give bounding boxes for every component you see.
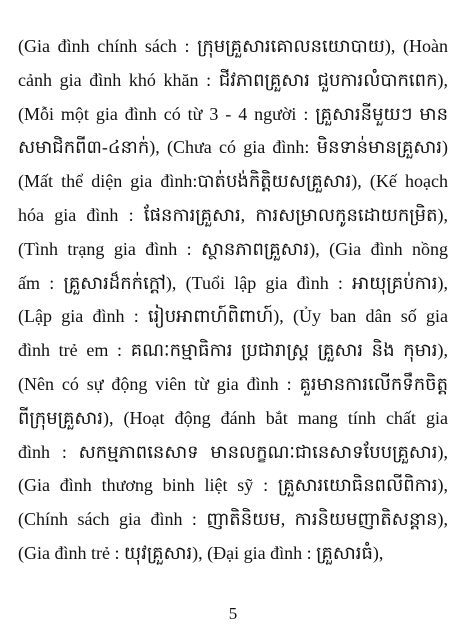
- glossary-text: [18, 30, 448, 571]
- text-line: đình : សកម្មភាពនេសាទ មានលក្ខណៈជានេសាទបែបគ្រួសារ),: [18, 441, 448, 462]
- text-line: cảnh gia đình khó khăn : ជីវភាពគ្រួសារ ជួបការលំបាកពេក),: [18, 69, 448, 90]
- text-line: (Mất thể diện gia đình:បាត់បង់កិត្តិយសគ្រួសារ), (Kế hoạch: [18, 171, 448, 192]
- text-line: (Tình trạng gia đình : ស្ថានភាពគ្រួសារ), (Gia đình nồng: [18, 238, 448, 259]
- page-number: 5: [228, 604, 238, 623]
- text-line: (Chính sách gia đình : ញាតិនិយម, ការនិយមញាតិសន្ដាន),: [18, 509, 448, 530]
- text-line: (Gia đình trẻ : យុវគ្រួសារ), (Đại gia đình : គ្រួសារធំ),: [18, 542, 384, 563]
- text-line: (Mỗi một gia đình có từ 3 - 4 người : គ្រួសារនីមួយៗ មាន: [18, 103, 448, 124]
- text-line: (Gia đình chính sách : ក្រុមគ្រួសារគោលនយោបាយ), (Hoàn: [18, 36, 448, 56]
- text-line: đình trẻ em : គណៈកម្មាធិការ ប្រជារាស្ត្រ គ្រួសារ និង កុមារ),: [18, 340, 448, 361]
- text-line: ấm : គ្រួសារដ៏កក់ក្ដៅ), (Tuổi lập gia đình : អាយុគ្រប់ការ),: [18, 272, 448, 293]
- text-line: ពីក្រុមគ្រួសារ), (Hoạt động đánh bắt mang tính chất gia: [18, 407, 448, 428]
- text-line: hóa gia đình : ផែនការគ្រួសារ, ការសម្រាលកូនដោយកម្រិត),: [18, 204, 448, 225]
- text-line: សមាជិកពី៣-៤នាក់), (Chưa có gia đình: មិនទាន់មានគ្រួសារ): [18, 137, 448, 158]
- text-line: (Lập gia đình : រៀបអាពាហ៍ពិពាហ៍), (Ủy ban dân số gia: [18, 306, 448, 327]
- text-line: (Gia đình thương binh liệt sỹ : គ្រួសារយោធិនពលីពិការ),: [18, 475, 448, 496]
- text-line: (Nên có sự động viên từ gia đình : គួរមានការលើកទឹកចិត្ត: [18, 373, 448, 394]
